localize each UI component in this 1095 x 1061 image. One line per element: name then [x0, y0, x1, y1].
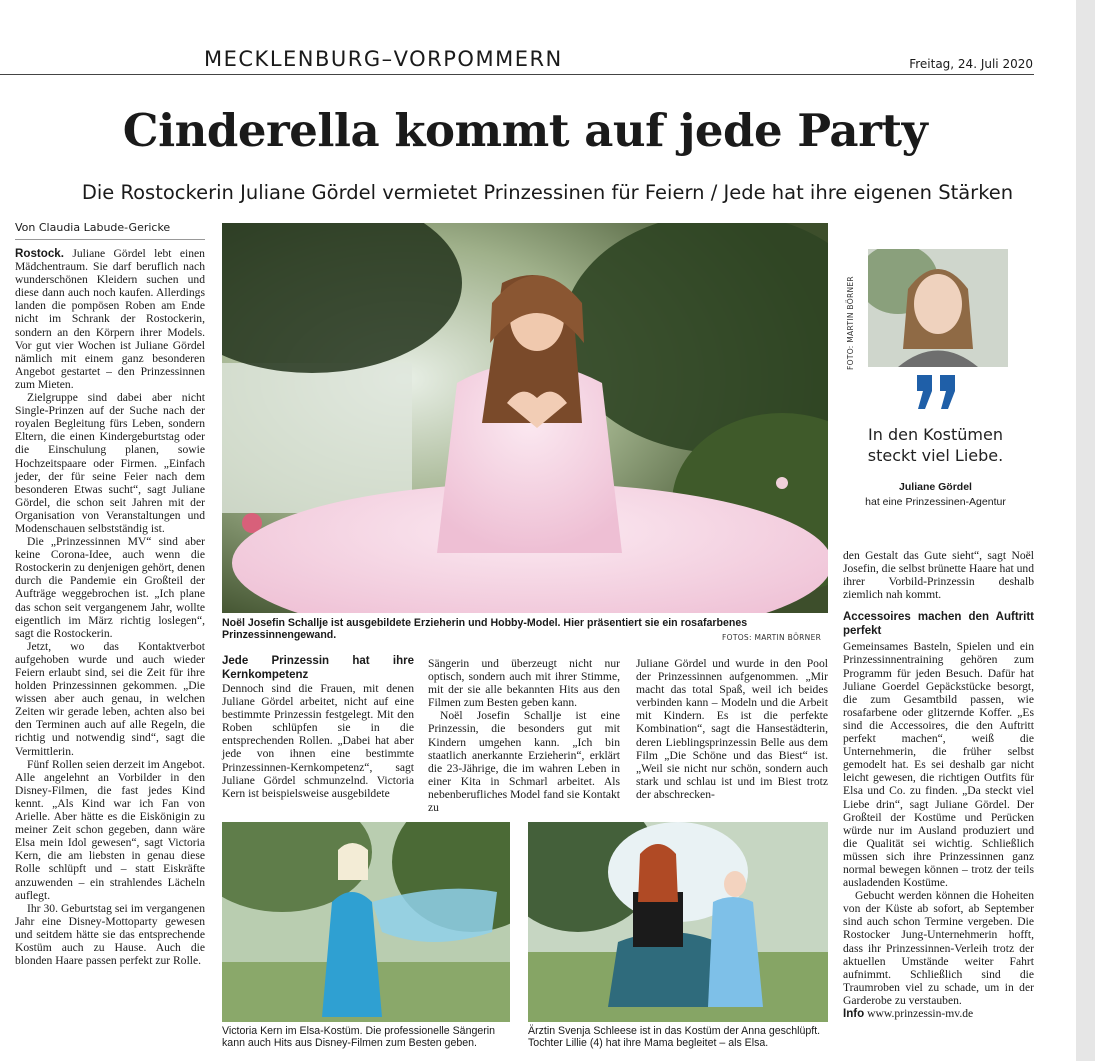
quote-attribution: [848, 480, 1023, 510]
pull-quote: In den Kostümen steckt viel Liebe.: [867, 425, 1004, 465]
col1-paragraph-6: Ihr 30. Geburtstag sei im vergangenen Jahr eine Disney-Mottoparty gewesen und seitdem hätte sie das entsprechende Kostüm auch zu Hause. Auch die blonden Haare passen perfekt zur Rolle.: [15, 901, 205, 968]
article-column-1: [15, 247, 205, 967]
col2-subhead: Jede Prinzessin hat ihre Kernkompetenz: [222, 655, 414, 681]
col3-paragraph-1: Sängerin und überzeugt nicht nur optisch, sondern auch mit ihrer Stimme, mit der sie alle bekannten Hits aus den Filmen zum Besten geben kann.: [428, 657, 620, 710]
dateline: Rostock.: [15, 247, 64, 260]
main-photo-princess-pink: [222, 223, 828, 613]
page-edge: [1076, 0, 1095, 1061]
col1-paragraph-4: Jetzt, wo das Kontaktverbot aufgehoben wurde und auch wieder Feiern erlaubt sind, sei die Zeit für ihre holden Prinzessinnen gekommen. „Die wissen aber auch genau, in welchen Zeiten wir gerade leben, achten also bei den Terminen auch auf alle Regeln, die richtig und notwendig sind“, sagt die Vermittlerin.: [15, 639, 205, 758]
photo-anna-caption: Ärztin Svenja Schleese ist in das Kostüm der Anna geschlüpft. Tochter Lillie (4) hat ihre Mama begleitet – als Elsa.: [528, 1025, 821, 1050]
section-title: MECKLENBURG–VORPOMMERN: [204, 47, 563, 71]
quote-author: Juliane Gördel: [899, 481, 972, 493]
portrait-juliane-goerdel: [868, 249, 1008, 367]
main-photo-credit: FOTOS: MARTIN BÖRNER: [722, 633, 822, 642]
col1-paragraph-2: Zielgruppe sind dabei aber nicht Single-Prinzen auf der Suche nach der royalen Begleitung fürs Leben, sondern Eltern, die einen Kindergeburtstag oder die Einschulung planen, sowie Hochzeitspaare oder Firmen. „Einfach jeder, der für seine Feier nach dem besonderen Etwas sucht“, sagt Juliane Gördel, die schon seit Jahren mit der Organisation von Veranstaltungen und Modenschauen selbstständig ist.: [15, 391, 205, 535]
article-column-2: [222, 655, 414, 800]
quote-mark-icon: [913, 373, 963, 413]
col1-paragraph-1: Juliane Gördel lebt einen Mädchentraum. Sie darf beruflich nach wunderschönen Kleidern suchen und diese dann auch noch kaufen. Allerdings landen die pompösen Roben am Ende nicht im Schrank der Rostockerin, sondern an den Körpern ihrer Models. Vor gut vier Wochen ist Juliane Gördel nämlich mit einem ganz besonderen Angebot gestartet – den Prinzessinnen zum Mieten.: [15, 247, 205, 391]
article-column-3: [428, 657, 620, 814]
col3-paragraph-2: Noël Josefin Schallje ist eine Prinzessin, die besonders gut mit Kindern umgehen kann. „Ich bin staatlich anerkannte Erzieherin“, erklärt die 23-Jährige, die im wahren Leben in einer Kita in Schmarl arbeitet. Als nebenberufliches Model fand sie Kontakt zu: [428, 709, 620, 815]
col5-paragraph-3: Gebucht werden können die Hoheiten von der Küste ab sofort, ab September sind auch schon Termine vergeben. Die Rostocker Jung-Unternehmerin hofft, dass ihr Prinzessinnen-Verleih trotz der aktuellen Umstände weiter Fahrt aufnimmt. Schließlich sind die Traumroben viel zu schade, um in der Garderobe zu verstauben.: [843, 889, 1034, 1007]
quote-role: hat eine Prinzessinen-Agentur: [865, 496, 1006, 508]
byline: Von Claudia Labude-Gericke: [15, 221, 205, 240]
col5-paragraph-2: Gemeinsames Basteln, Spielen und ein Prinzessinnentraining gehören zum Programm für jeden Besuch. Dafür hat Juliane Goerdel Gepäckstücke besorgt, die zum Gesamtbild passen, wie rosafarbene oder glitzernde Koffer. „Es sind die Accessoires, die den Auftritt perfekt machen“, weiß die Unternehmerin, die früher selbst gemodelt hat. Es sei deshalb gar nicht leicht gewesen, die richtigen Outfits für Elsa und Co. zu finden. „Da steckt viel Liebe drin“, sagt Juliane Gördel. Der Großteil der Kostüme und Perücken würde nur im Ausland produziert und die Qualität sei wichtig. Schließlich müssen sich ihre Prinzessinnen ganz normal bewegen können – trotz der teils ausladenden Kostüme.: [843, 640, 1034, 890]
info-label: Info: [843, 1007, 865, 1020]
main-photo-caption-text: Noël Josefin Schallje ist ausgebildete Erzieherin und Hobby-Model. Hier präsentiert sie ein rosafarbenes Prinzessinnengewand.: [222, 617, 748, 642]
col5-paragraph-1: den Gestalt das Gute sieht“, sagt Noël Josefin, die selbst brünette Haare hat und ihrer Vorbild-Prinzessin deshalb ziemlich nah kommt.: [843, 549, 1034, 602]
col1-paragraph-3: Die „Prinzessinnen MV“ sind aber keine Corona-Idee, auch wenn die Rostockerin zu denjenigen gehört, denen durch die Pandemie ein Großteil der Aufträge weggebrochen ist. „Ich plane das schon seit vergangenem Jahr, wollte eigentlich im März richtig loslegen“, sagt die Rostockerin.: [15, 535, 205, 640]
col5-subhead: Accessoires machen den Auftritt perfekt: [843, 611, 1034, 637]
subheadline: Die Rostockerin Juliane Gördel vermietet Prinzessinen für Feiern / Jede hat ihre eigenen Stärken: [81, 181, 1014, 204]
article-column-4: [636, 657, 828, 801]
portrait-credit: FOTO: MARTIN BÖRNER: [846, 276, 855, 370]
header-rule: [0, 74, 1034, 75]
issue-date: Freitag, 24. Juli 2020: [909, 57, 1033, 71]
photo-anna: [528, 822, 828, 1022]
photo-elsa: [222, 822, 510, 1022]
col1-paragraph-5: Fünf Rollen seien derzeit im Angebot. Alle angelehnt an Vorbilder in den Disney-Filmen, die fast jedes Kind kennt. „Als Kind war ich Fan von Arielle. Aber hätte es die Eiskönigin zu meiner Zeit schon gegeben, dann wäre Elsa mein Idol gewesen“, sagt Victoria Kern, die am liebsten in genau diese Rolle schlüpft und – statt Eiskräfte anzuwenden – ein strahlendes Lächeln auflegt.: [15, 757, 205, 902]
article-column-5: [843, 549, 1034, 1020]
info-link[interactable]: www.prinzessin-mv.de: [867, 1007, 974, 1020]
col2-paragraph-1: Dennoch sind die Frauen, mit denen Juliane Gördel arbeitet, nicht auf eine bestimmte Prinzessin festgelegt. Mit den Roben schlüpfen sie in die entsprechenden Rollen. „Dabei hat aber jede von ihnen eine bestimmte Prinzessinnen-Kernkompetenz“, sagt Juliane Gördel schmunzelnd. Victoria Kern ist beispielsweise ausgebildete: [222, 682, 414, 800]
photo-elsa-caption: Victoria Kern im Elsa-Kostüm. Die professionelle Sängerin kann auch Hits aus Disney-Filmen zum Besten geben.: [222, 1025, 496, 1050]
headline: Cinderella kommt auf jede Party: [122, 104, 928, 157]
col4-paragraph-1: Juliane Gördel und wurde in den Pool der Prinzessinnen aufgenommen. „Mir macht das total Spaß, weil ich beides verbinden kann – Modeln und die Arbeit mit Kindern. Es ist die perfekte Kombination“, sagt die Hansestädterin, deren Lieblingsprinzessin Belle aus dem Film „Die Schöne und das Biest“ ist. „Weil sie nicht nur schön, sondern auch stark und schlau ist und im Biest trotz der abschrecken-: [636, 657, 828, 801]
